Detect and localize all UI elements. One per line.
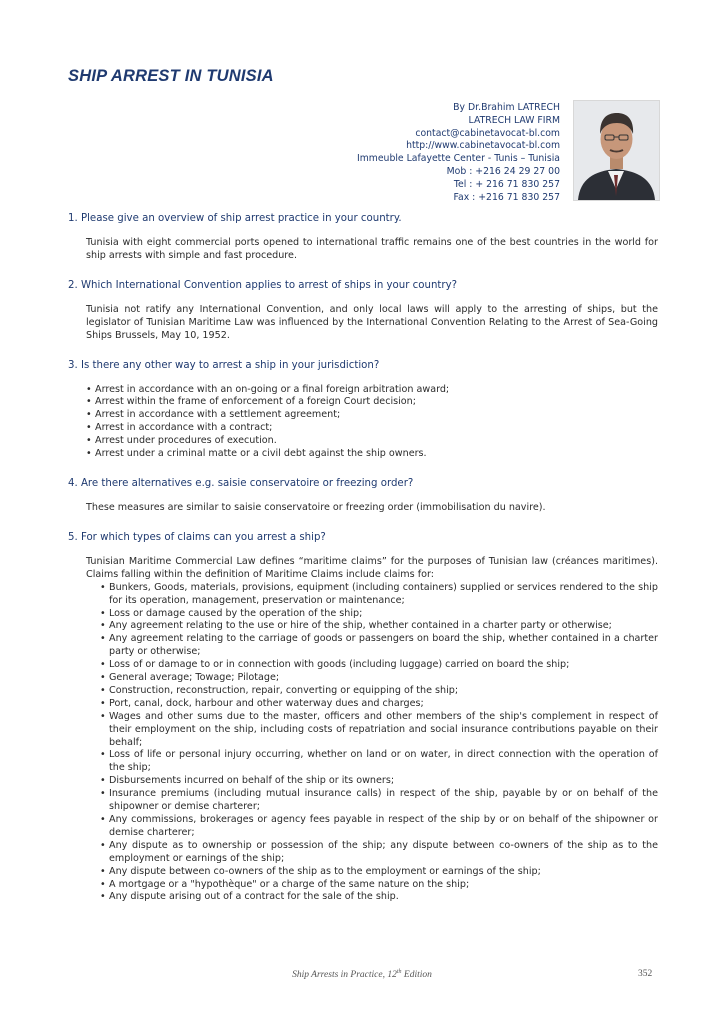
answer-2: Tunisia not ratify any International Convention, and only local laws will apply to the arresting of ships, but the legislator of Tunisian Maritime Law was influenced by the International Convention Relating to the Arrest of Sea-Going Ships Brussels, May 10, 1952. [86, 303, 658, 341]
law-firm-name: LATRECH LAW FIRM [468, 114, 560, 126]
author-name: By Dr.Brahim LATRECH [453, 102, 560, 113]
list-item: • Loss of life or personal injury occurring, whether on land or on water, in direct connection with the operation of the ship; [100, 749, 658, 775]
author-mobile: Mob : +216 24 29 27 00 [446, 165, 560, 177]
author-photo [573, 100, 660, 201]
question-1: 1. Please give an overview of ship arrest practice in your country. [68, 213, 402, 224]
author-fax: Fax : +216 71 830 257 [453, 191, 560, 203]
footer-edition-word: Edition [401, 970, 432, 981]
list-item: • Arrest within the frame of enforcement of a foreign Court decision; [86, 396, 658, 409]
list-item: • Arrest under a criminal matte or a civil debt against the ship owners. [86, 448, 658, 461]
list-item: • Arrest in accordance with a contract; [86, 422, 658, 435]
author-address: Immeuble Lafayette Center - Tunis – Tunisia [356, 153, 560, 165]
maritime-claims-list [100, 582, 658, 905]
list-item: • Any dispute as to ownership or possession of the ship; any dispute between co-owners of the ship as to the employment or earnings of the ship; [100, 840, 658, 866]
list-item: • Insurance premiums (including mutual insurance calls) in respect of the ship, payable by or on behalf of the shipowner or demise charterer; [100, 788, 658, 814]
list-item: • Any agreement relating to the carriage of goods or passengers on board the ship, whether contained in a charter party or otherwise; [100, 633, 658, 659]
author-tel: Tel : + 216 71 830 257 [453, 178, 560, 190]
question-2: 2. Which International Convention applies to arrest of ships in your country? [68, 279, 458, 291]
list-item: • A mortgage or a "hypothèque" or a charge of the same nature on the ship; [100, 879, 658, 892]
list-item: • Port, canal, dock, harbour and other waterway dues and charges; [100, 698, 658, 711]
author-portrait-image [574, 101, 659, 200]
list-item: • Arrest in accordance with a settlement agreement; [86, 409, 658, 422]
author-website[interactable]: http://www.cabinetavocat-bl.com [406, 140, 560, 152]
list-item: • Any commissions, brokerages or agency fees payable in respect of the ship by or on behalf of the shipowner or demise charterer; [100, 814, 658, 840]
author-block [357, 102, 560, 204]
answer-1: Tunisia with eight commercial ports opened to international traffic remains one of the best countries in the world for ship arrests with simple and fast procedure. [86, 237, 658, 261]
question-5: 5. For which types of claims can you arrest a ship? [68, 531, 326, 543]
question-4: 4. Are there alternatives e.g. saisie conservatoire or freezing order? [68, 477, 414, 489]
page-number: 352 [638, 969, 653, 979]
answer-5-intro: Tunisian Maritime Commercial Law defines “maritime claims” for the purposes of Tunisian law (créances maritimes). Claims falling within the definition of Maritime Claims include claims for: [86, 555, 658, 580]
list-item: • Any dispute between co-owners of the ship as to the employment or earnings of the ship; [100, 866, 658, 879]
footer-publication-title: Ship Arrests in Practice, 12 [292, 970, 397, 981]
list-item: • Disbursements incurred on behalf of the ship or its owners; [100, 775, 658, 788]
list-item: • Bunkers, Goods, materials, provisions, equipment (including containers) supplied or services rendered to the ship for its operation, management, preservation or maintenance; [100, 582, 658, 608]
author-email[interactable]: contact@cabinetavocat-bl.com [415, 127, 560, 139]
list-item: • Loss or damage caused by the operation of the ship; [100, 608, 658, 621]
answer-4: These measures are similar to saisie conservatoire or freezing order (immobilisation du navire). [86, 501, 546, 513]
question-3: 3. Is there any other way to arrest a ship in your jurisdiction? [68, 359, 380, 371]
list-item: • Arrest in accordance with an on-going or a final foreign arbitration award; [86, 384, 658, 397]
footer-edition-superscript: th [396, 969, 402, 975]
list-item: • Wages and other sums due to the master, officers and other members of the ship's complement in respect of their employment on the ship, including costs of repatriation and social insurance contributions payable on their behalf; [100, 711, 658, 750]
list-item: • Arrest under procedures of execution. [86, 435, 658, 448]
list-item: • Loss of or damage to or in connection with goods (including luggage) carried on board the ship; [100, 659, 658, 672]
page-title: SHIP ARREST IN TUNISIA [68, 67, 274, 85]
arrest-methods-list [86, 384, 658, 461]
list-item: • Any agreement relating to the use or hire of the ship, whether contained in a charter party or otherwise; [100, 620, 658, 633]
document-body [68, 212, 658, 904]
footer-publication [0, 969, 724, 980]
list-item: • General average; Towage; Pilotage; [100, 672, 658, 685]
list-item: • Construction, reconstruction, repair, converting or equipping of the ship; [100, 685, 658, 698]
list-item: • Any dispute arising out of a contract for the sale of the ship. [100, 891, 658, 904]
